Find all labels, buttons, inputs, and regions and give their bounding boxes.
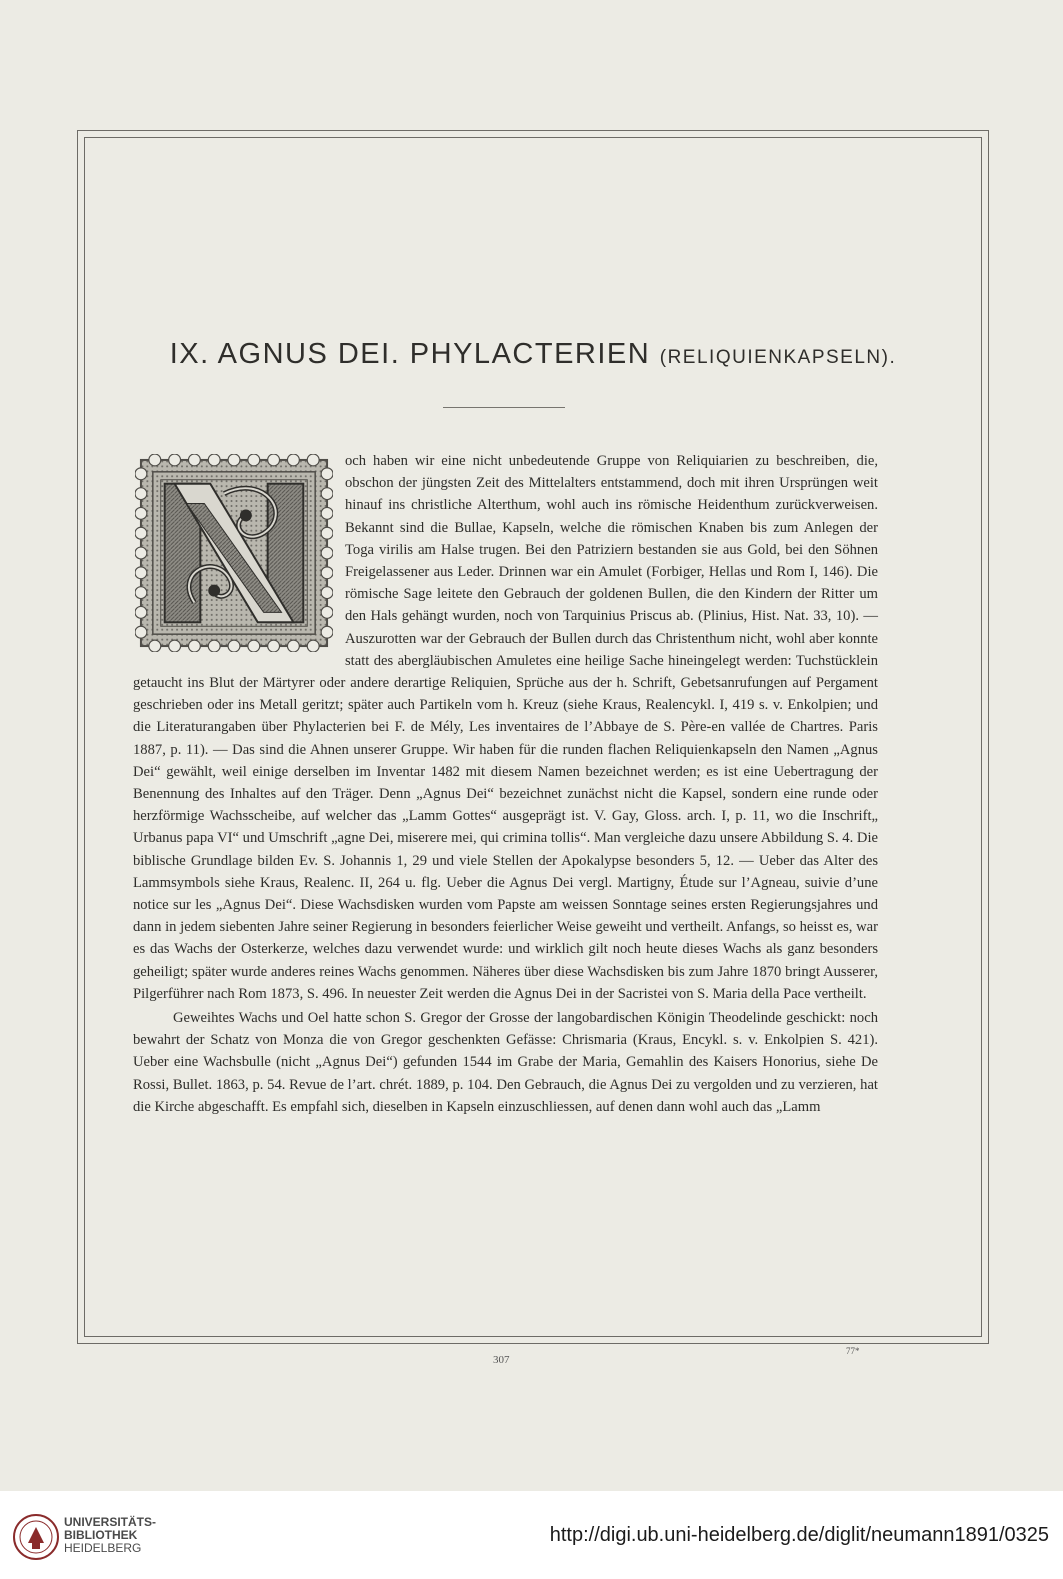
chapter-title-subtitle: (RELIQUIENKAPSELN).: [659, 347, 897, 368]
paragraph-1: och haben wir eine nicht unbedeutende Gruppe von Reliquiarien zu beschreiben, die, obschon der jüngsten Zeit des Mittelalters entstammend, doch mit ihren Ursprüngen weit hinauf ins christliche Alterthum, wohl auch ins römische Heidenthum zurückverweisen. Bekannt sind die Bullae, Kapseln, welche die römischen Knaben bis zum Anlegen der Toga virilis am Halse trugen. Bei den Patriziern bestanden sie aus Gold, bei den Söhnen Freigelassener aus Leder. Drinnen war ein Amulet (Forbiger, Hellas und Rom I, 146). Die römische Sage leitete den Gebrauch der goldenen Bullen, die den Kindern der Ritter um den Hals gehängt wurden, noch von Tarquinius Priscus ab. (Plinius, Hist. Nat. 33, 10). — Auszurotten war der Gebrauch der Bullen durch das Christenthum nicht, wohl aber konnte statt des abergläubischen Amuletes eine heilige Sache hineingelegt werden: Tuchstücklein getaucht ins Blut der Märtyrer oder andere derartige Reliquien, Sprüche aus der h. Schrift, Gebetsanrufungen auf Pergament geschrieben oder ins Metall geritzt; später auch Partikeln vom h. Kreuz (siehe Kraus, Realencykl. I, 419 s. v. Enkolpien; und die Literaturangaben über Phylacterien bei F. de Mély, Les inventaires de l’Abbaye de S. Père-en vallée de Chartres. Paris 1887, p. 11). — Das sind die Ahnen unserer Gruppe. Wir haben für die runden flachen Reliquienkapseln den Namen „Agnus Dei“ gewählt, weil einige derselben im Inventar 1482 mit diesem Namen bezeichnet werden; es ist eine Uebertragung der Benennung des Inhaltes auf den Träger. Denn „Agnus Dei“ bezeichnet zunächst nicht die Kapsel, sondern eine runde oder herzförmige Wachsscheibe, auf welcher das „Lamm Gottes“ ausgeprägt ist. V. Gay, Gloss. arch. I, p. 11, wo die Inschrift„ Urbanus papa VI“ und Umschrift „agne Dei, miserere mei, qui crimina tollis“. Man vergleiche dazu unsere Abbildung S. 4. Die biblische Grundlage bilden Ev. S. Johannis 1, 29 und viele Stellen der Apokalypse besonders 5, 12. — Ueber das Alter des Lammsymbols siehe Kraus, Realenc. II, 264 u. flg. Ueber die Agnus Dei vergl. Martigny, Étude sur l’Agneau, suivie d’une notice sur les „Agnus Dei“. Diese Wachsdisken wurden vom Papste am weissen Sonntage seines ersten Regierungsjahres und dann in jedem siebenten Jahre seiner Regierung in besonders feierlicher Weise geweiht und vertheilt. Anfangs, so heisst es, war es das Wachs der Osterkerze, welches dazu verwendet wurde: und wirklich gilt noch heute dieses Wachs als ganz besonders geheiligt; später wurde anderes reines Wachs genommen. Näheres über diese Wachsdisken bis zum Jahre 1870 bringt Ausserer, Pilgerführer nach Rom 1873, S. 496. In neuester Zeit werden die Agnus Dei in der Sacristei von S. Maria della Pace vertheilt.: [133, 453, 878, 1002]
paragraph-2: Geweihtes Wachs und Oel hatte schon S. Gregor der Grosse der langobardischen Königin Theodelinde geschickt: noch bewahrt der Schatz von Monza die von Gregor geschenkten Gefässe: Chrismaria (Kraus, Encykl. s. v. Enkolpien S. 421). Ueber eine Wachsbulle (nicht „Agnus Dei“) gefunden 1544 im Grabe der Maria, Gemahlin des Kaisers Honorius, siehe De Rossi, Bullet. 1863, p. 54. Revue de l’art. chrét. 1889, p. 104. Den Gebrauch, die Agnus Dei zu vergolden und zu verzieren, hat die Kirche abgeschafft. Es empfahl sich, dieselben in Kapseln einzuschliessen, auf denen dann wohl auch das „Lamm: [133, 1010, 878, 1115]
source-url-link[interactable]: http://digi.ub.uni-heidelberg.de/diglit/neumann1891/0325: [549, 1524, 1049, 1546]
footer-bar: [0, 1491, 1063, 1579]
library-name: [64, 1516, 156, 1555]
library-name-line3: HEIDELBERG: [64, 1541, 142, 1555]
university-seal-icon: [12, 1513, 60, 1561]
body-text: [133, 450, 878, 1118]
chapter-title: [84, 338, 982, 371]
chapter-title-main: IX. AGNUS DEI. PHYLACTERIEN: [169, 338, 660, 370]
page-number: 307: [493, 1354, 510, 1366]
ornate-initial-n-icon: [135, 454, 333, 652]
signature-mark: 77*: [846, 1346, 860, 1356]
library-name-line2: BIBLIOTHEK: [64, 1528, 138, 1542]
title-divider: [443, 407, 565, 408]
library-name-line1: UNIVERSITÄTS-: [64, 1515, 157, 1529]
